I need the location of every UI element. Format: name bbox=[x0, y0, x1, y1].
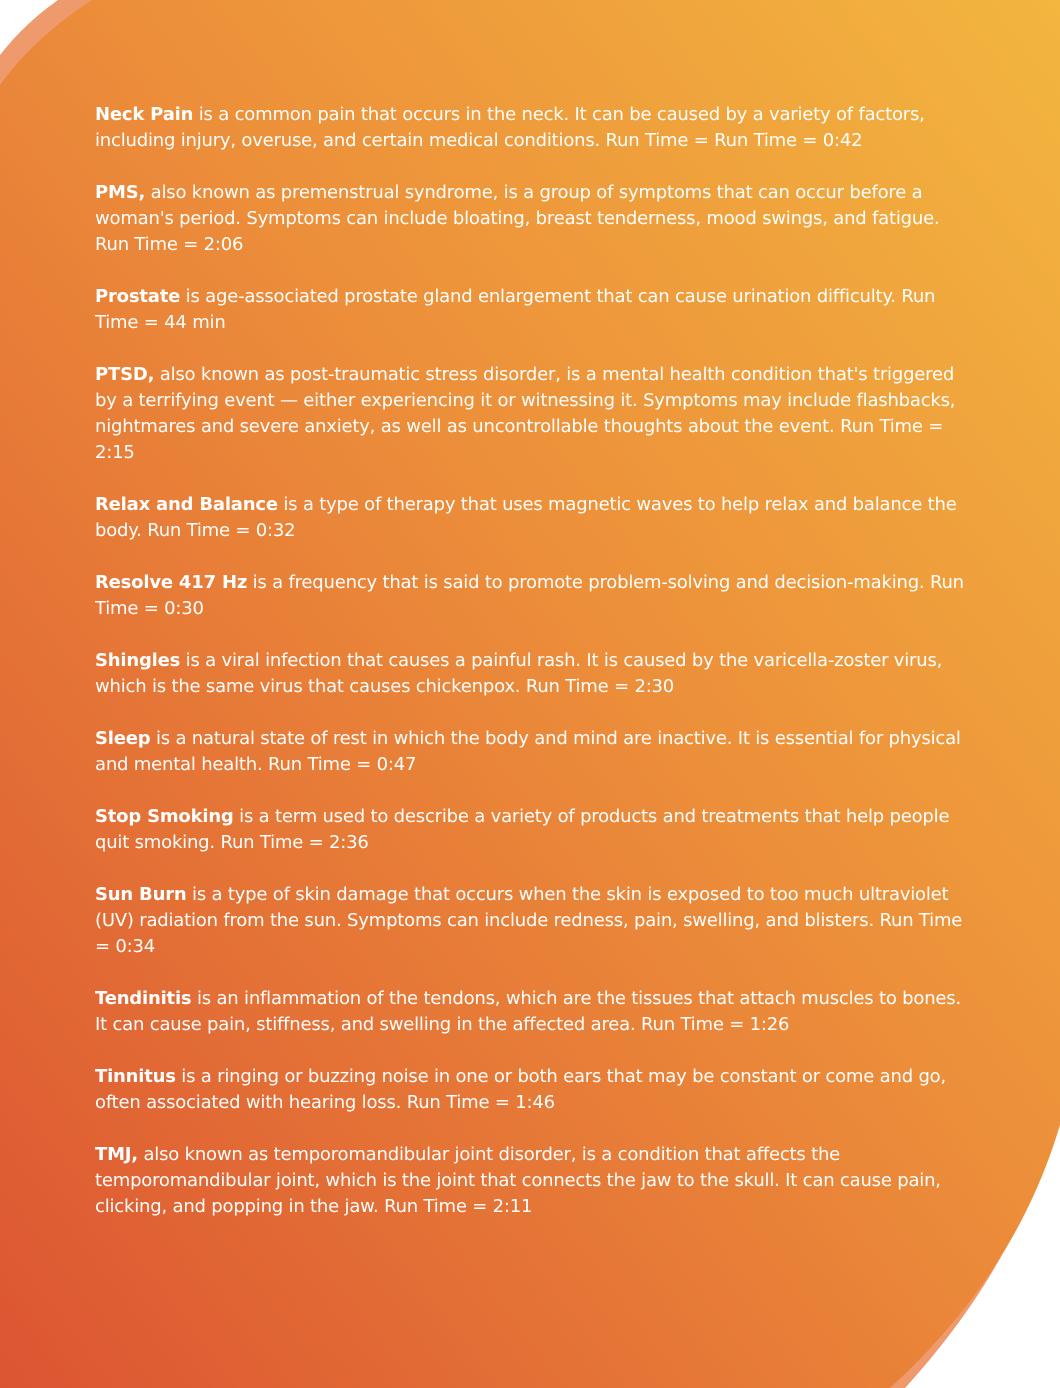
entry-description: is a natural state of rest in which the body and mind are inactive. It is essential for physical and mental health. Run Time = 0:47 bbox=[95, 728, 961, 775]
description-entry bbox=[95, 492, 965, 544]
entry-description: also known as premenstrual syndrome, is a group of symptoms that can occur before a woman's period. Symptoms can include bloating, breast tenderness, mood swings, and fatigue. Run Time = 2:06 bbox=[95, 182, 940, 255]
entry-term: TMJ, bbox=[95, 1144, 138, 1165]
entry-description: is age-associated prostate gland enlargement that can cause urination difficulty. Run Time = 44 min bbox=[95, 286, 936, 333]
entry-description: is a frequency that is said to promote problem-solving and decision-making. Run Time = 0:30 bbox=[95, 572, 964, 619]
description-entry bbox=[95, 986, 965, 1038]
description-entry bbox=[95, 1142, 965, 1220]
entry-term: Tendinitis bbox=[95, 988, 192, 1009]
entry-description: is a term used to describe a variety of products and treatments that help people quit smoking. Run Time = 2:36 bbox=[95, 806, 950, 853]
entry-term: Sleep bbox=[95, 728, 151, 749]
entry-term: Prostate bbox=[95, 286, 181, 307]
entry-term: Shingles bbox=[95, 650, 181, 671]
entry-description: is a type of therapy that uses magnetic waves to help relax and balance the body. Run Time = 0:32 bbox=[95, 494, 957, 541]
description-entry bbox=[95, 882, 965, 960]
entry-description: is a viral infection that causes a painful rash. It is caused by the varicella-zoster virus, which is the same virus that causes chickenpox. Run Time = 2:30 bbox=[95, 650, 943, 697]
entry-term: Neck Pain bbox=[95, 104, 194, 125]
description-entry bbox=[95, 102, 965, 154]
entry-description: is a ringing or buzzing noise in one or both ears that may be constant or come and go, often associated with hearing loss. Run Time = 1:46 bbox=[95, 1066, 947, 1113]
description-entry bbox=[95, 362, 965, 466]
description-entry bbox=[95, 804, 965, 856]
description-entry bbox=[95, 180, 965, 258]
entry-term: Resolve 417 Hz bbox=[95, 572, 248, 593]
description-entry bbox=[95, 284, 965, 336]
entry-description: is an inflammation of the tendons, which are the tissues that attach muscles to bones. It can cause pain, stiffness, and swelling in the affected area. Run Time = 1:26 bbox=[95, 988, 961, 1035]
entry-description: also known as post-traumatic stress disorder, is a mental health condition that's triggered by a terrifying event — either experiencing it or witnessing it. Symptoms may include flashbacks, nightmares and severe anxiety, as well as uncontrollable thoughts about the event. Run Time = 2:15 bbox=[95, 364, 956, 463]
entry-description: also known as temporomandibular joint disorder, is a condition that affects the temporomandibular joint, which is the joint that connects the jaw to the skull. It can cause pain, clicking, and popping in the jaw. Run Time = 2:11 bbox=[95, 1144, 941, 1217]
entry-term: Stop Smoking bbox=[95, 806, 234, 827]
descriptions-list bbox=[95, 102, 965, 1246]
entry-description: is a common pain that occurs in the neck. It can be caused by a variety of factors, including injury, overuse, and certain medical conditions. Run Time = Run Time = 0:42 bbox=[95, 104, 925, 151]
entry-term: PTSD, bbox=[95, 364, 155, 385]
entry-term: PMS, bbox=[95, 182, 146, 203]
description-entry bbox=[95, 1064, 965, 1116]
description-entry bbox=[95, 726, 965, 778]
entry-term: Sun Burn bbox=[95, 884, 187, 905]
entry-term: Tinnitus bbox=[95, 1066, 176, 1087]
entry-term: Relax and Balance bbox=[95, 494, 278, 515]
entry-description: is a type of skin damage that occurs when the skin is exposed to too much ultraviolet (UV) radiation from the sun. Symptoms can include redness, pain, swelling, and blisters. Run Time = 0:34 bbox=[95, 884, 963, 957]
description-entry bbox=[95, 648, 965, 700]
description-entry bbox=[95, 570, 965, 622]
